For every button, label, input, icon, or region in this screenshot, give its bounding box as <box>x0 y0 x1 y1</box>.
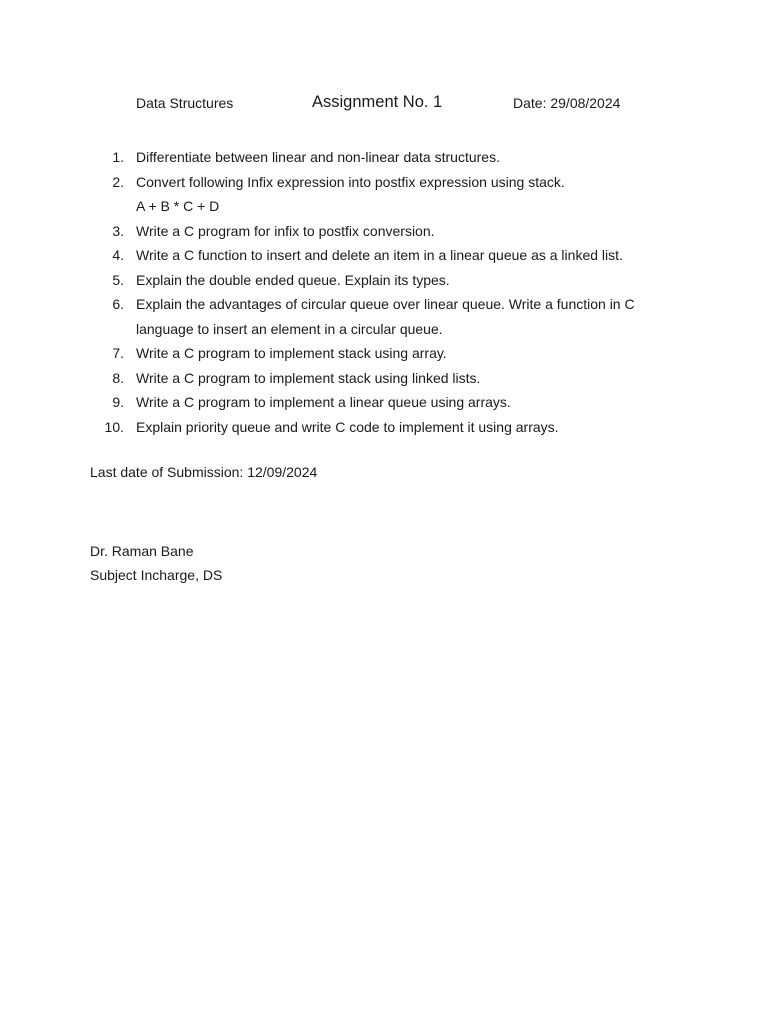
question-item <box>0 145 768 170</box>
question-number: 4. <box>112 247 124 263</box>
assignment-title: Assignment No. 1 <box>312 93 443 111</box>
question-text: Differentiate between linear and non-linear data structures. <box>136 149 500 165</box>
question-item <box>0 292 768 341</box>
question-text: Explain the advantages of circular queue over linear queue. Write a function in C language to insert an element in a circular queue. <box>136 296 635 337</box>
assignment-date: Date: 29/08/2024 <box>513 95 621 111</box>
question-item <box>0 341 768 366</box>
question-item <box>0 415 768 440</box>
submission-deadline: Last date of Submission: 12/09/2024 <box>90 464 318 480</box>
signatory-role: Subject Incharge, DS <box>90 567 223 583</box>
question-number: 6. <box>112 296 124 312</box>
question-text: Explain priority queue and write C code to implement it using arrays. <box>136 418 559 435</box>
question-number: 3. <box>112 222 124 239</box>
question-number: 7. <box>112 345 124 361</box>
question-item <box>0 170 768 219</box>
question-number: 8. <box>112 369 124 386</box>
question-text: Write a C program for infix to postfix conversion. <box>136 222 435 239</box>
question-item <box>0 268 768 293</box>
question-text: Explain the double ended queue. Explain its types. <box>136 271 450 288</box>
question-text: Write a C program to implement stack using linked lists. <box>136 369 481 386</box>
question-number: 9. <box>112 394 124 410</box>
question-item <box>0 390 768 415</box>
question-list <box>0 145 768 439</box>
question-item <box>0 243 768 268</box>
signature-block <box>90 539 222 587</box>
subject-name: Data Structures <box>136 95 234 111</box>
infix-expression: A + B * C + D <box>136 198 220 214</box>
question-item <box>0 366 768 391</box>
question-number: 5. <box>112 271 124 288</box>
question-text: Write a C program to implement a linear queue using arrays. <box>136 394 511 410</box>
question-number: 10. <box>104 418 124 435</box>
signatory-name: Dr. Raman Bane <box>90 543 194 559</box>
question-text: Write a C function to insert and delete an item in a linear queue as a linked list. <box>136 247 623 263</box>
question-text: Write a C program to implement stack using array. <box>136 345 447 361</box>
question-item <box>0 219 768 244</box>
question-text: Convert following Infix expression into postfix expression using stack. <box>136 173 565 190</box>
question-number: 1. <box>112 149 124 165</box>
question-number: 2. <box>112 173 124 190</box>
